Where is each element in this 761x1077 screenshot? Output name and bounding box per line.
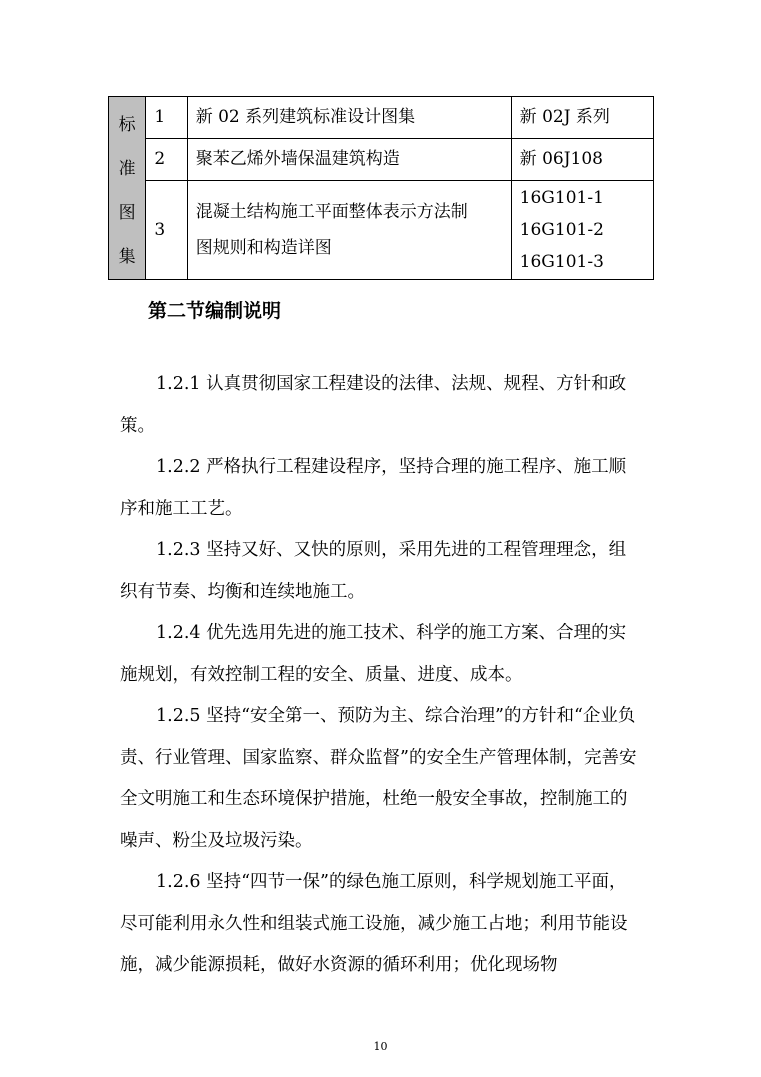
standard-atlas-table: [108, 96, 654, 280]
paragraph: 1.2.5 坚持“安全第一、预防为主、综合治理”的方针和“企业负责、行业管理、国家监察、群众监督”的安全生产管理体制，完善安全文明施工和生态环境保护措施，杜绝一般安全事故，控制施工的噪声、粉尘及垃圾污染。: [120, 706, 637, 851]
table-row: [109, 97, 654, 139]
category-cell: [109, 97, 146, 280]
category-char: 准: [118, 159, 136, 179]
atlas-name: 新 02 系列建筑标准设计图集: [187, 97, 511, 139]
category-char: 集: [118, 247, 136, 267]
paragraph: 1.2.6 坚持“四节一保”的绿色施工原则，科学规划施工平面，尽可能利用永久性和组装式施工设施，减少施工占地；利用节能设施，减少能源损耗，做好水资源的循环利用；优化现场物: [120, 872, 628, 975]
paragraph: 1.2.1 认真贯彻国家工程建设的法律、法规、规程、方针和政策。: [120, 374, 627, 436]
category-char: 标: [118, 115, 136, 135]
paragraph: 1.2.4 优先选用先进的施工技术、科学的施工方案、合理的实施规划，有效控制工程的安全、质量、进度、成本。: [120, 623, 627, 685]
row-number: 2: [146, 138, 187, 180]
paragraph: 1.2.3 坚持又好、又快的原则，采用先进的工程管理理念，组织有节奏、均衡和连续地施工。: [120, 540, 627, 602]
atlas-name: 混凝土结构施工平面整体表示方法制 图规则和构造详图: [187, 180, 511, 279]
atlas-code: 16G101-1 16G101-2 16G101-3: [511, 180, 653, 279]
atlas-code: 新 06J108: [511, 138, 653, 180]
page-number: 10: [373, 1040, 388, 1053]
paragraph: 1.2.2 严格执行工程建设程序，坚持合理的施工程序、施工顺序和施工工艺。: [120, 457, 627, 519]
atlas-name: 聚苯乙烯外墙保温建筑构造: [187, 138, 511, 180]
row-number: 1: [146, 97, 187, 139]
body-text: [120, 364, 640, 987]
table-row: [109, 180, 654, 279]
row-number: 3: [146, 180, 187, 279]
table-row: [109, 138, 654, 180]
category-char: 图: [118, 203, 136, 223]
atlas-code: 新 02J 系列: [511, 97, 653, 139]
section-title: 第二节编制说明: [148, 300, 282, 322]
